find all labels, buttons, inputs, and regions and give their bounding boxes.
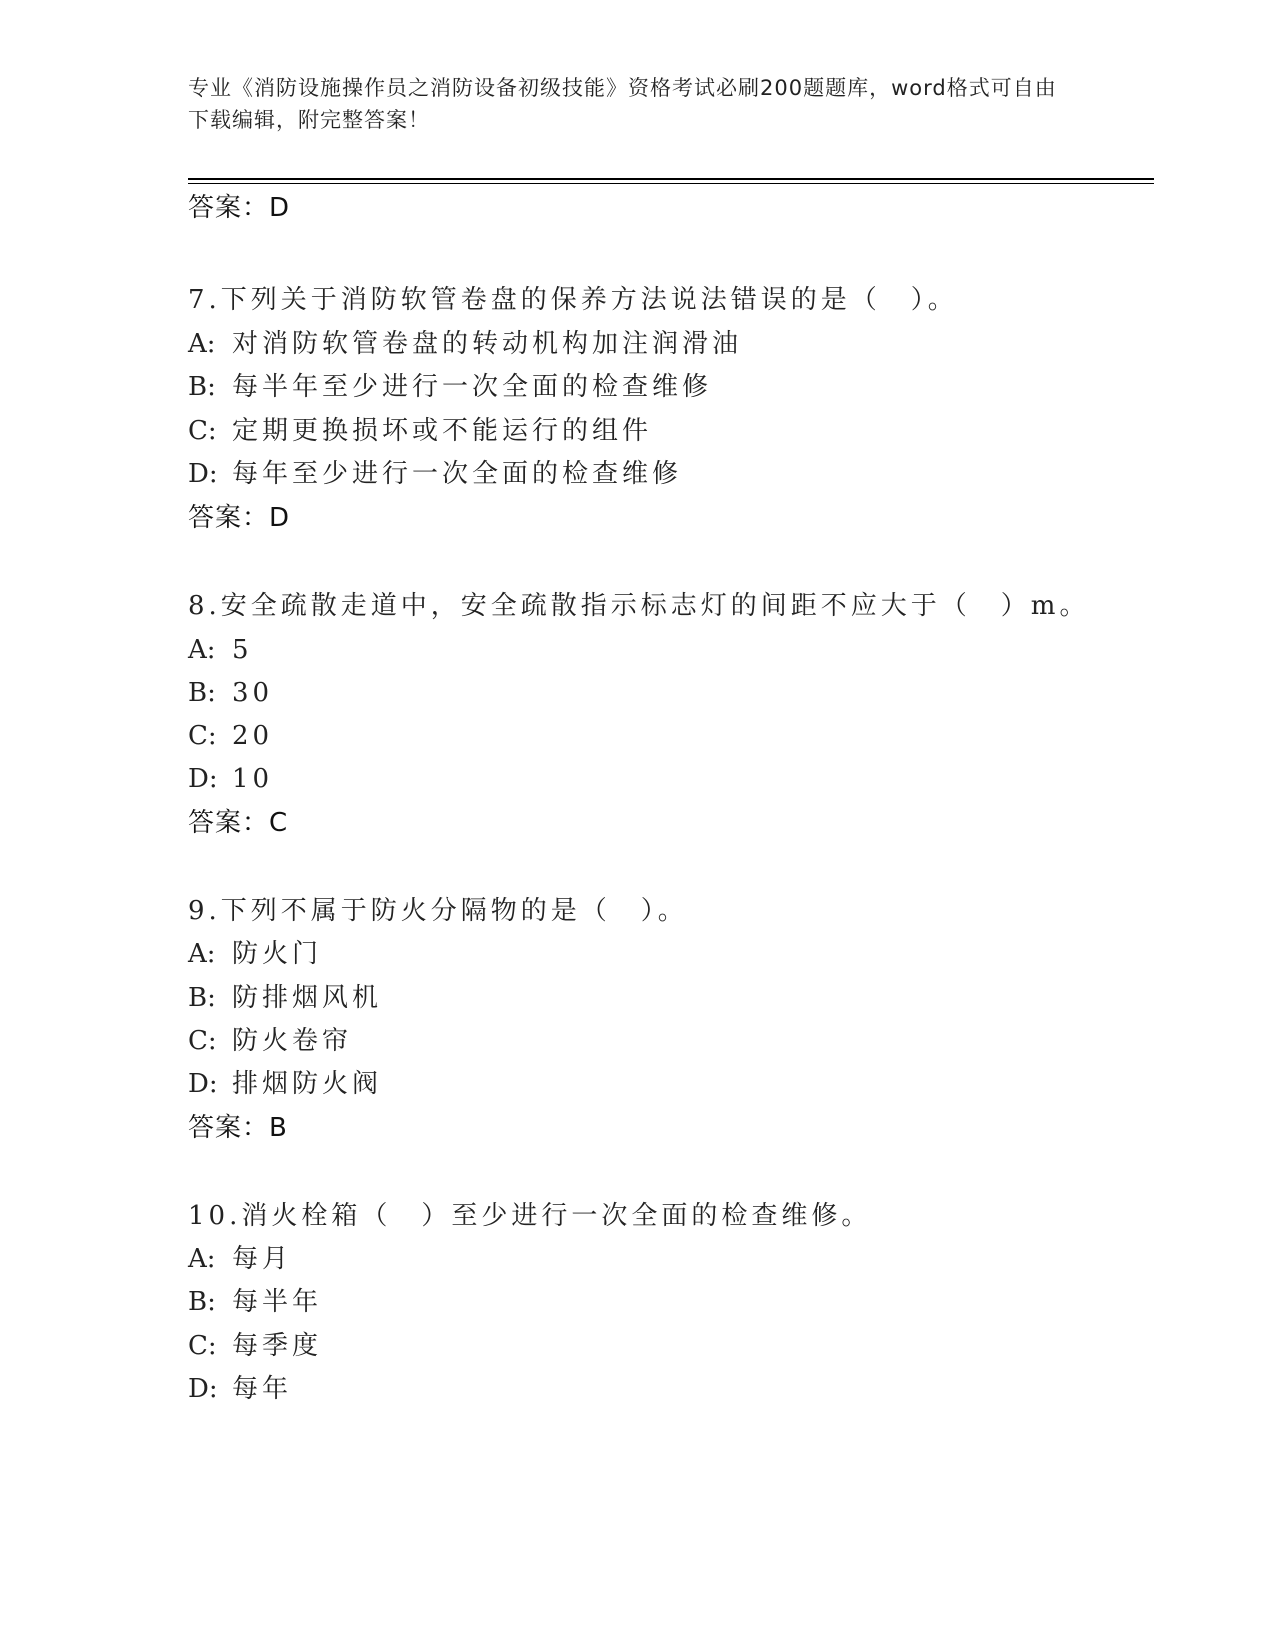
option-a <box>188 938 322 970</box>
option-a <box>188 1243 292 1275</box>
option-letter: B: <box>188 1287 216 1317</box>
option-text: 每半年 <box>232 1287 323 1317</box>
option-text: 对消防软管卷盘的转动机构加注润滑油 <box>232 329 743 359</box>
option-text: 防火卷帘 <box>232 1026 353 1056</box>
option-letter: D: <box>188 764 218 794</box>
option-text: 10 <box>232 764 274 794</box>
option-b <box>188 677 273 709</box>
option-letter: A: <box>188 1244 216 1274</box>
option-c <box>188 415 652 447</box>
option-letter: C: <box>188 721 217 751</box>
option-d <box>188 763 273 795</box>
option-letter: C: <box>188 1331 217 1361</box>
option-d <box>188 458 682 490</box>
option-b <box>188 1286 322 1318</box>
option-letter: D: <box>188 459 218 489</box>
header-rule-top <box>188 178 1154 180</box>
option-text: 20 <box>232 721 274 751</box>
option-text: 每半年至少进行一次全面的检查维修 <box>232 372 713 402</box>
option-b <box>188 371 712 403</box>
option-letter: C: <box>188 416 217 446</box>
option-letter: D: <box>188 1374 218 1404</box>
option-letter: A: <box>188 939 216 969</box>
option-d <box>188 1068 382 1100</box>
option-text: 排烟防火阀 <box>232 1069 383 1099</box>
option-a <box>188 328 742 360</box>
answer: 答案：C <box>188 808 289 838</box>
option-text: 防排烟风机 <box>232 983 383 1013</box>
question-stem: 7.下列关于消防软管卷盘的保养方法说法错误的是（ ）。 <box>188 285 958 315</box>
option-letter: B: <box>188 372 216 402</box>
option-letter: A: <box>188 635 216 665</box>
question-stem: 10.消火栓箱（ ）至少进行一次全面的检查维修。 <box>188 1201 872 1231</box>
answer: 答案：D <box>188 503 291 533</box>
option-text: 每年至少进行一次全面的检查维修 <box>232 459 683 489</box>
option-d <box>188 1373 292 1405</box>
option-text: 5 <box>232 635 253 665</box>
option-b <box>188 982 382 1014</box>
question-stem: 8.安全疏散走道中，安全疏散指示标志灯的间距不应大于（ ）m。 <box>188 591 1090 621</box>
option-letter: D: <box>188 1069 218 1099</box>
answer: 答案：B <box>188 1113 288 1143</box>
option-text: 防火门 <box>232 939 323 969</box>
option-letter: B: <box>188 678 216 708</box>
option-letter: A: <box>188 329 216 359</box>
option-text: 每月 <box>232 1244 293 1274</box>
option-text: 每年 <box>232 1374 293 1404</box>
question-stem: 9.下列不属于防火分隔物的是（ ）。 <box>188 896 688 926</box>
option-text: 定期更换损坏或不能运行的组件 <box>232 416 653 446</box>
option-c <box>188 720 273 752</box>
answer-previous: 答案：D <box>188 193 291 223</box>
option-text: 每季度 <box>232 1331 323 1361</box>
option-c <box>188 1330 322 1362</box>
document-header: 专业《消防设施操作员之消防设备初级技能》资格考试必刷200题题库，word格式可自由下载编辑，附完整答案！ <box>188 76 1057 132</box>
option-letter: B: <box>188 983 216 1013</box>
option-a <box>188 634 253 666</box>
option-text: 30 <box>232 678 274 708</box>
header-rule-bottom <box>188 183 1154 184</box>
option-letter: C: <box>188 1026 217 1056</box>
option-c <box>188 1025 352 1057</box>
